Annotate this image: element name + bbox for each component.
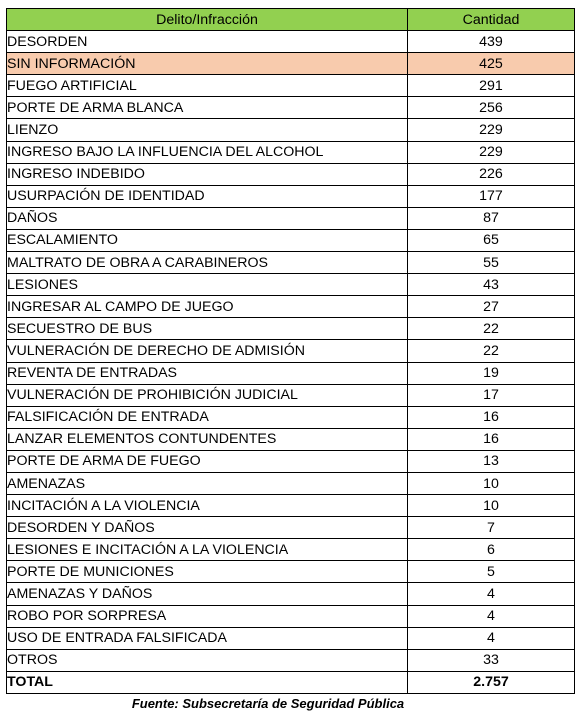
table-row	[7, 119, 575, 141]
quantity-cell: 13	[408, 450, 575, 472]
table-row	[7, 252, 575, 274]
quantity-cell: 16	[408, 406, 575, 428]
quantity-cell: 22	[408, 318, 575, 340]
quantity-cell: 229	[408, 141, 575, 163]
offense-cell: DESORDEN Y DAÑOS	[7, 517, 408, 539]
table-row	[7, 428, 575, 450]
table-row	[7, 583, 575, 605]
offense-cell: INGRESAR AL CAMPO DE JUEGO	[7, 296, 408, 318]
quantity-cell: 256	[408, 97, 575, 119]
quantity-cell: 17	[408, 384, 575, 406]
crimes-table	[6, 8, 575, 694]
quantity-cell: 10	[408, 495, 575, 517]
quantity-cell: 4	[408, 583, 575, 605]
table-row	[7, 229, 575, 251]
quantity-cell: 33	[408, 649, 575, 671]
offense-cell: AMENAZAS	[7, 472, 408, 494]
offense-cell: AMENAZAS Y DAÑOS	[7, 583, 408, 605]
table-row	[7, 75, 575, 97]
table-row	[7, 163, 575, 185]
offense-cell: INGRESO INDEBIDO	[7, 163, 408, 185]
table-row	[7, 450, 575, 472]
quantity-cell: 43	[408, 274, 575, 296]
quantity-cell: 65	[408, 229, 575, 251]
table-header-row	[7, 9, 575, 31]
quantity-cell: 87	[408, 207, 575, 229]
table-row	[7, 53, 575, 75]
table-row	[7, 318, 575, 340]
quantity-cell: 229	[408, 119, 575, 141]
table-row	[7, 31, 575, 53]
table-row	[7, 207, 575, 229]
table-body	[7, 31, 575, 694]
offense-cell: PORTE DE ARMA BLANCA	[7, 97, 408, 119]
quantity-cell: 4	[408, 605, 575, 627]
offense-cell: DESORDEN	[7, 31, 408, 53]
offense-cell: LANZAR ELEMENTOS CONTUNDENTES	[7, 428, 408, 450]
total-value: 2.757	[408, 671, 575, 693]
offense-cell: INCITACIÓN A LA VIOLENCIA	[7, 495, 408, 517]
quantity-cell: 291	[408, 75, 575, 97]
table-row	[7, 605, 575, 627]
table-row	[7, 362, 575, 384]
table-row	[7, 517, 575, 539]
offense-cell: OTROS	[7, 649, 408, 671]
offense-cell: LIENZO	[7, 119, 408, 141]
offense-cell: MALTRATO DE OBRA A CARABINEROS	[7, 252, 408, 274]
header-quantity: Cantidad	[408, 9, 575, 31]
table-row	[7, 296, 575, 318]
table-row	[7, 472, 575, 494]
quantity-cell: 55	[408, 252, 575, 274]
offense-cell: VULNERACIÓN DE PROHIBICIÓN JUDICIAL	[7, 384, 408, 406]
quantity-cell: 177	[408, 185, 575, 207]
table-row	[7, 185, 575, 207]
offense-cell: DAÑOS	[7, 207, 408, 229]
offense-cell: FALSIFICACIÓN DE ENTRADA	[7, 406, 408, 428]
offense-cell: INGRESO BAJO LA INFLUENCIA DEL ALCOHOL	[7, 141, 408, 163]
offense-cell: VULNERACIÓN DE DERECHO DE ADMISIÓN	[7, 340, 408, 362]
quantity-cell: 6	[408, 539, 575, 561]
quantity-cell: 27	[408, 296, 575, 318]
total-row	[7, 671, 575, 693]
quantity-cell: 7	[408, 517, 575, 539]
table-row	[7, 495, 575, 517]
offense-cell: USURPACIÓN DE IDENTIDAD	[7, 185, 408, 207]
quantity-cell: 10	[408, 472, 575, 494]
table-row	[7, 274, 575, 296]
offense-cell: SECUESTRO DE BUS	[7, 318, 408, 340]
table-row	[7, 384, 575, 406]
table-row	[7, 406, 575, 428]
offense-cell: LESIONES E INCITACIÓN A LA VIOLENCIA	[7, 539, 408, 561]
header-offense: Delito/Infracción	[7, 9, 408, 31]
quantity-cell: 425	[408, 53, 575, 75]
quantity-cell: 4	[408, 627, 575, 649]
offense-cell: ESCALAMIENTO	[7, 229, 408, 251]
quantity-cell: 5	[408, 561, 575, 583]
offense-cell: PORTE DE ARMA DE FUEGO	[7, 450, 408, 472]
quantity-cell: 439	[408, 31, 575, 53]
offense-cell: REVENTA DE ENTRADAS	[7, 362, 408, 384]
total-label: TOTAL	[7, 671, 408, 693]
source-note: Fuente: Subsecretaría de Seguridad Pública	[131, 696, 405, 711]
quantity-cell: 19	[408, 362, 575, 384]
table-row	[7, 340, 575, 362]
quantity-cell: 16	[408, 428, 575, 450]
offense-cell: FUEGO ARTIFICIAL	[7, 75, 408, 97]
offense-cell: SIN INFORMACIÓN	[7, 53, 408, 75]
table-row	[7, 97, 575, 119]
offense-cell: ROBO POR SORPRESA	[7, 605, 408, 627]
table-row	[7, 649, 575, 671]
table-row	[7, 561, 575, 583]
table-row	[7, 141, 575, 163]
offense-cell: USO DE ENTRADA FALSIFICADA	[7, 627, 408, 649]
table-row	[7, 627, 575, 649]
offense-cell: PORTE DE MUNICIONES	[7, 561, 408, 583]
offense-cell: LESIONES	[7, 274, 408, 296]
quantity-cell: 226	[408, 163, 575, 185]
quantity-cell: 22	[408, 340, 575, 362]
table-row	[7, 539, 575, 561]
